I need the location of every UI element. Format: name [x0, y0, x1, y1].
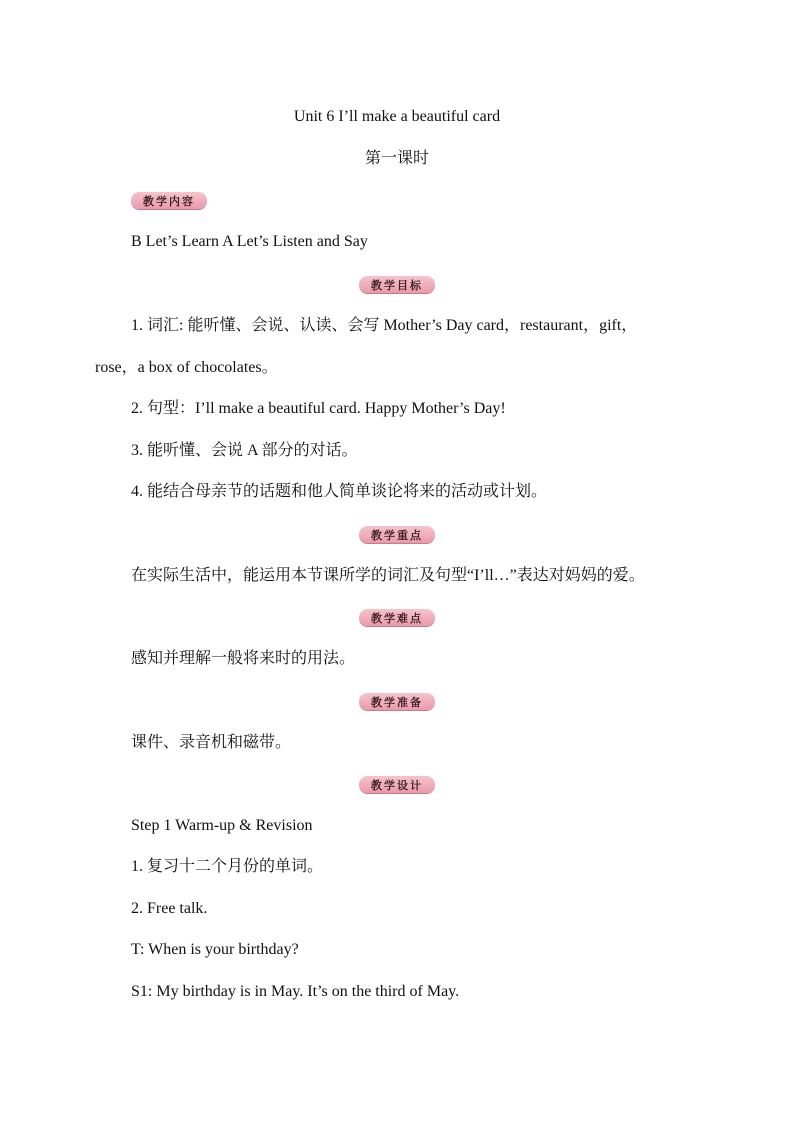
- section-badge-content: 教学内容: [131, 192, 207, 209]
- section-badge-goals: 教学目标: [359, 276, 435, 293]
- page-title: Unit 6 I’ll make a beautiful card: [293, 108, 501, 125]
- dialogue-teacher-line: T: When is your birthday?: [131, 941, 299, 958]
- section-badge-design: 教学设计: [359, 776, 435, 793]
- goal-3: 3. 能听懂、会说 A 部分的对话。: [131, 442, 358, 459]
- lesson-subtitle: 第一课时: [364, 150, 429, 167]
- design-item-1: 1. 复习十二个月份的单词。: [131, 858, 324, 875]
- dialogue-student-line: S1: My birthday is in May. It’s on the third of May.: [131, 983, 460, 1000]
- content-text: B Let’s Learn A Let’s Listen and Say: [131, 233, 368, 250]
- goal-4: 4. 能结合母亲节的话题和他人简单谈论将来的活动或计划。: [131, 483, 548, 500]
- key-points-text: 在实际生活中，能运用本节课所学的词汇及句型“I’ll…”表达对妈妈的爱。: [131, 567, 645, 584]
- section-badge-key-points: 教学重点: [359, 526, 435, 543]
- goal-2: 2. 句型：I’ll make a beautiful card. Happy Mother’s Day!: [131, 400, 506, 417]
- section-badge-preparation: 教学准备: [359, 693, 435, 710]
- preparation-text: 课件、录音机和磁带。: [131, 734, 292, 751]
- difficulties-text: 感知并理解一般将来时的用法。: [131, 650, 356, 667]
- design-item-2: 2. Free talk.: [131, 900, 208, 917]
- section-badge-difficulties: 教学难点: [359, 609, 435, 626]
- step-1-heading: Step 1 Warm-up & Revision: [131, 817, 313, 834]
- goal-1-line-2: rose，a box of chocolates。: [95, 359, 278, 376]
- goal-1-line-1: 1. 词汇: 能听懂、会说、认读、会写 Mother’s Day card，restaurant，gift，: [131, 317, 638, 334]
